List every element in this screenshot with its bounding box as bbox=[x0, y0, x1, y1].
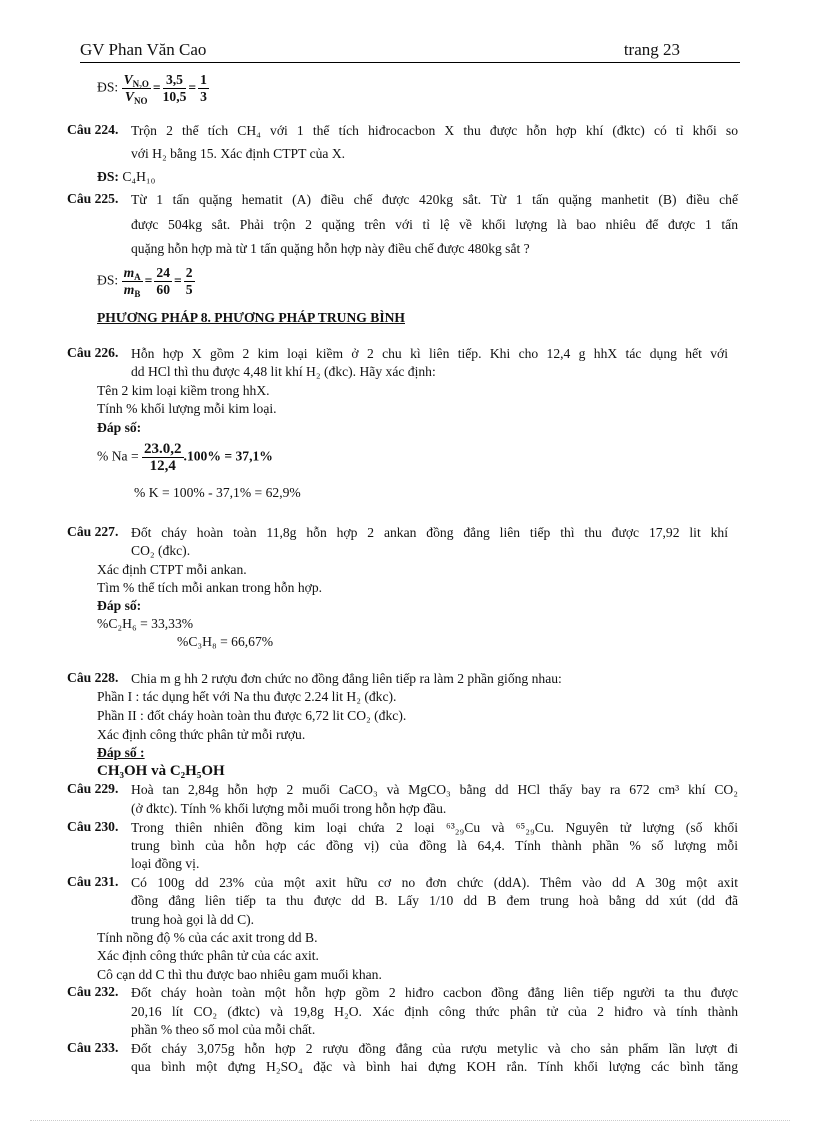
na-formula: % Na = $\frac{23.0,2}{12,4}$ .100% = 37,1% bbox=[97, 441, 273, 474]
question-text: Phần II : đốt cháy hoàn toàn thu được 6,72 lit CO₂ (đkc). bbox=[97, 708, 407, 723]
answer-label: Đáp số: bbox=[97, 420, 142, 435]
question-text: 20,16 lít CO₂ (đktc) và 19,8g H₂O. Xác định công thức phân tử của 2 hiđro và tính thành bbox=[131, 1004, 738, 1019]
question-text: (ở đktc). Tính % khối lượng mỗi muối trong hỗn hợp đầu. bbox=[131, 801, 447, 816]
section-title: PHƯƠNG PHÁP 8. PHƯƠNG PHÁP TRUNG BÌNH bbox=[97, 310, 405, 325]
question-label: Câu 228. bbox=[67, 670, 119, 685]
question-label: Câu 226. bbox=[67, 345, 119, 360]
question-text: Có 100g dd 23% của một axit hữu cơ no đơn chức (ddA). Thêm vào dd A 30g một axit bbox=[131, 875, 738, 890]
question-text: loại đồng vị. bbox=[131, 856, 200, 871]
question-label: Câu 224. bbox=[67, 122, 119, 137]
question-text: Tìm % thể tích mỗi ankan trong hỗn hợp. bbox=[97, 580, 323, 595]
question-text: Trong thiên nhiên đồng kim loại chứa 2 loại ⁶³₂₉Cu và ⁶⁵₂₉Cu. Nguyên tử lượng (số khối bbox=[131, 820, 738, 835]
question-label: Câu 231. bbox=[67, 874, 119, 889]
fraction-right: $\frac{1}{3}$ bbox=[200, 72, 207, 104]
question-text: qua bình một đựng H₂SO₄ đặc và bình hai đựng KOH rắn. Tính khối lượng các bình tăng bbox=[131, 1059, 738, 1074]
fraction-middle: $\frac{3,5}{10,5}$ bbox=[162, 72, 187, 104]
question-text: Tính % khối lượng mỗi kim loại. bbox=[97, 401, 277, 416]
question-text: Chia m g hh 2 rượu đơn chức no đồng đẳng liên tiếp ra làm 2 phần giống nhau: bbox=[131, 671, 562, 686]
answer-label: Đáp số : bbox=[97, 745, 145, 760]
fraction-middle: $\frac{24}{60}$ bbox=[156, 265, 170, 297]
question-text: Xác định CTPT mỗi ankan. bbox=[97, 562, 247, 577]
page-bottom-border bbox=[30, 1120, 790, 1121]
answer-225: ĐS: $\frac{m_A}{m_B}$ = $\frac{24}{60}$ = $\frac{2}{5}$ bbox=[97, 265, 193, 299]
question-text: với H₂ bằng 15. Xác định CTPT của X. bbox=[131, 146, 346, 161]
ds-label: ĐS: bbox=[97, 79, 119, 95]
fraction-left: $\frac{V_{N_2O}}{V_{NO}}$ bbox=[123, 72, 149, 106]
question-label: Câu 232. bbox=[67, 984, 119, 999]
question-label: Câu 230. bbox=[67, 819, 119, 834]
question-text: trung hoà gọi là dd C). bbox=[131, 912, 255, 927]
question-text: Từ 1 tấn quặng hematit (A) điều chế được 420kg sắt. Từ 1 tấn quặng manhetit (B) điều chế bbox=[131, 192, 738, 207]
answer-224: ĐS: C₄H₁₀ bbox=[97, 169, 156, 184]
answer-line: CH₃OH và C₂H₅OH bbox=[97, 763, 225, 779]
page-header bbox=[80, 40, 740, 63]
question-text: Xác định công thức phân tử của các axit. bbox=[97, 948, 319, 963]
question-text: CO₂ (đkc). bbox=[131, 543, 191, 558]
question-label: Câu 229. bbox=[67, 781, 119, 796]
question-text: được 504kg sắt. Phải trộn 2 quặng trên với tỉ lệ về khối lượng là bao nhiêu để được 1 tấn bbox=[131, 217, 738, 232]
page-number: trang 23 bbox=[623, 40, 680, 59]
answer-line: %C₂H₆ = 33,33% bbox=[97, 616, 194, 631]
fraction-right: $\frac{2}{5}$ bbox=[185, 265, 193, 297]
question-text: Cô cạn dd C thì thu được bao nhiêu gam muối khan. bbox=[97, 967, 382, 982]
question-text: Trộn 2 thể tích CH₄ với 1 thể tích hiđrocacbon X thu được hỗn hợp khí (đktc) có tỉ khối so bbox=[131, 123, 738, 138]
k-result: % K = 100% - 37,1% = 62,9% bbox=[134, 485, 301, 500]
na-fraction: $\frac{23.0,2}{12,4}$ bbox=[144, 441, 182, 474]
question-text: quặng hỗn hợp mà từ 1 tấn quặng hỗn hợp này điều chế được 480kg sắt ? bbox=[131, 241, 530, 256]
fraction-left: $\frac{m_A}{m_B}$ bbox=[123, 265, 141, 299]
question-text: Xác định công thức phân tử mỗi rượu. bbox=[97, 727, 306, 742]
author-name: GV Phan Văn Cao bbox=[80, 40, 207, 59]
answer-223: ĐS: $\frac{V_{N_2O}}{V_{NO}}$ = $\frac{3,5}{10,5}$ = $\frac{1}{3}$ bbox=[97, 72, 207, 106]
question-text: Hỗn hợp X gồm 2 kim loại kiềm ở 2 chu kì liên tiếp. Khi cho 12,4 g hhX tác dụng hết với bbox=[131, 346, 728, 361]
question-text: đồng đẳng liên tiếp ta thu được dd B. Lấy 1/10 dd B đem trung hoà bằng dd xút (dd đã bbox=[131, 893, 738, 908]
question-text: Đốt cháy hoàn toàn một hỗn hợp gồm 2 hiđro cacbon đồng đẳng liên tiếp người ta thu được bbox=[131, 985, 738, 1000]
question-label: Câu 225. bbox=[67, 191, 119, 206]
question-text: Đốt cháy hoàn toàn 11,8g hỗn hợp 2 ankan đồng đẳng liên tiếp thì thu được 17,92 lit khí bbox=[131, 525, 728, 540]
question-label: Câu 233. bbox=[67, 1040, 119, 1055]
question-text: dd HCl thì thu được 4,48 lit khí H₂ (đkc). Hãy xác định: bbox=[131, 364, 436, 379]
question-text: Phần I : tác dụng hết với Na thu được 2.24 lit H₂ (đkc). bbox=[97, 689, 397, 704]
question-text: trung bình của hỗn hợp các đồng vị) của đồng là 64,4. Tính thành phần % số lượng mỗi bbox=[131, 838, 738, 853]
answer-label: Đáp số: bbox=[97, 598, 142, 613]
answer-line: %C₃H₈ = 66,67% bbox=[177, 634, 274, 649]
question-label: Câu 227. bbox=[67, 524, 119, 539]
question-text: Hoà tan 2,84g hỗn hợp 2 muối CaCO₃ và MgCO₃ bằng dd HCl thấy bay ra 672 cm³ khí CO₂ bbox=[131, 782, 738, 797]
question-text: Tính nồng độ % của các axit trong dd B. bbox=[97, 930, 318, 945]
question-text: Đốt cháy 3,075g hỗn hợp 2 rượu đồng đẳng của rượu metylic và cho sản phẩm lần lượt đi bbox=[131, 1041, 738, 1056]
question-text: phần % theo số mol của mỗi chất. bbox=[131, 1022, 316, 1037]
question-text: Tên 2 kim loại kiềm trong hhX. bbox=[97, 383, 270, 398]
